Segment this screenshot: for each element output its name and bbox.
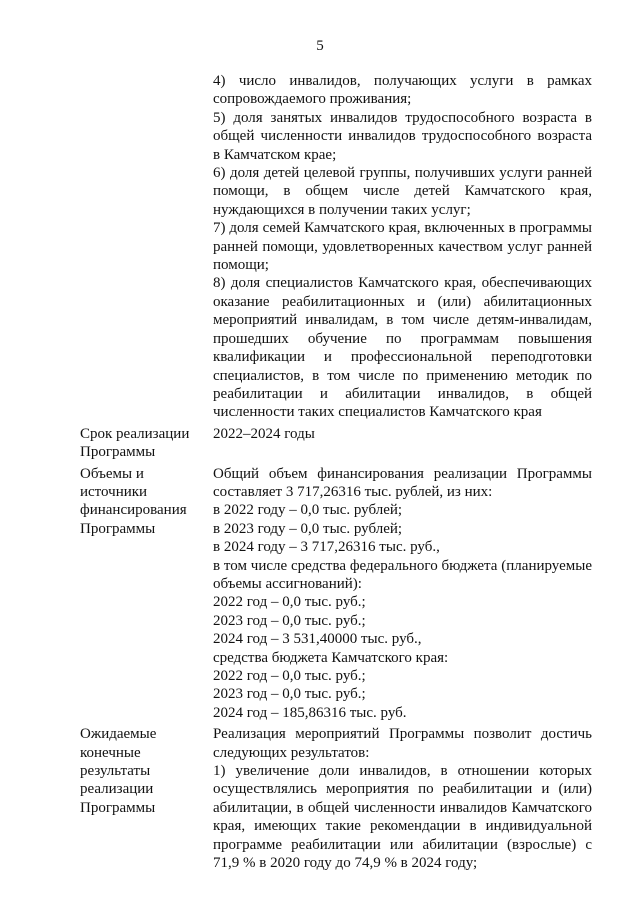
- table-row-period: [80, 425, 592, 462]
- indicator-item: 8) доля специалистов Камчатского края, обеспечивающих оказание реабилитационных и (или) абилитационных мероприятий инвалидам, в том числе детям-инвалидам, прошедших обучение по программам повышения квалификации и профессиональной переподготовки специалистов, в том числе по применению методик по реабилитации и абилитации инвалидов, в общей численности таких специалистов Камчатского края: [213, 275, 592, 421]
- results-paragraph: 1) увеличение доли инвалидов, в отношении которых осуществлялись мероприятия по реабилитации и (или) абилитации, в общей численности инвалидов Камчатского края, имеющих такие рекомендации в индивидуальной программе реабилитации или абилитации (взрослые) с 71,9 % в 2020 году до 74,9 % в 2024 году;: [213, 763, 592, 872]
- row-label: Ожидаемые конечные результаты реализации Программы: [80, 726, 157, 816]
- period-value: 2022–2024 годы: [213, 425, 315, 442]
- row-content: [213, 72, 592, 422]
- indicator-item: 5) доля занятых инвалидов трудоспособного возраста в общей численности инвалидов трудоспособного возраста в Камчатском крае;: [213, 109, 592, 163]
- indicator-item: 7) доля семей Камчатского края, включенных в программы ранней помощи, удовлетворенных качеством услуг ранней помощи;: [213, 220, 592, 274]
- row-content: [213, 465, 592, 723]
- row-content: [213, 725, 592, 872]
- row-label: Срок реализации Программы: [80, 425, 190, 461]
- financing-line: Общий объем финансирования реализации Программы составляет 3 717,26316 тыс. рублей, из них:: [213, 465, 592, 500]
- financing-line: 2023 год – 0,0 тыс. руб.;: [213, 686, 366, 703]
- table-row-results: [80, 725, 592, 872]
- financing-line: средства бюджета Камчатского края:: [213, 649, 449, 666]
- page-number: 5: [316, 38, 324, 54]
- results-paragraph: Реализация мероприятий Программы позволит достичь следующих результатов:: [213, 726, 592, 761]
- passport-table: [80, 72, 592, 872]
- row-content: [213, 425, 592, 443]
- indicator-item: 4) число инвалидов, получающих услуги в рамках сопровождаемого проживания;: [213, 73, 592, 108]
- row-label: Объемы и источники финансирования Программы: [80, 465, 187, 537]
- table-row-indicators: [80, 72, 592, 422]
- financing-line: 2024 год – 3 531,40000 тыс. руб.,: [213, 631, 422, 648]
- financing-line: в 2023 году – 0,0 тыс. рублей;: [213, 520, 403, 537]
- table-row-financing: [80, 465, 592, 723]
- financing-line: в 2022 году – 0,0 тыс. рублей;: [213, 502, 403, 519]
- indicator-item: 6) доля детей целевой группы, получивших услуги ранней помощи, в общем числе детей Камчатского края, нуждающихся в получении таких услуг;: [213, 165, 592, 218]
- financing-line: 2022 год – 0,0 тыс. руб.;: [213, 594, 366, 611]
- financing-line: в том числе средства федерального бюджета (планируемые объемы ассигнований):: [213, 557, 592, 592]
- financing-line: 2024 год – 185,86316 тыс. руб.: [213, 704, 407, 721]
- financing-line: 2022 год – 0,0 тыс. руб.;: [213, 668, 366, 684]
- financing-line: в 2024 году – 3 717,26316 тыс. руб.,: [213, 539, 440, 556]
- financing-line: 2023 год – 0,0 тыс. руб.;: [213, 612, 366, 629]
